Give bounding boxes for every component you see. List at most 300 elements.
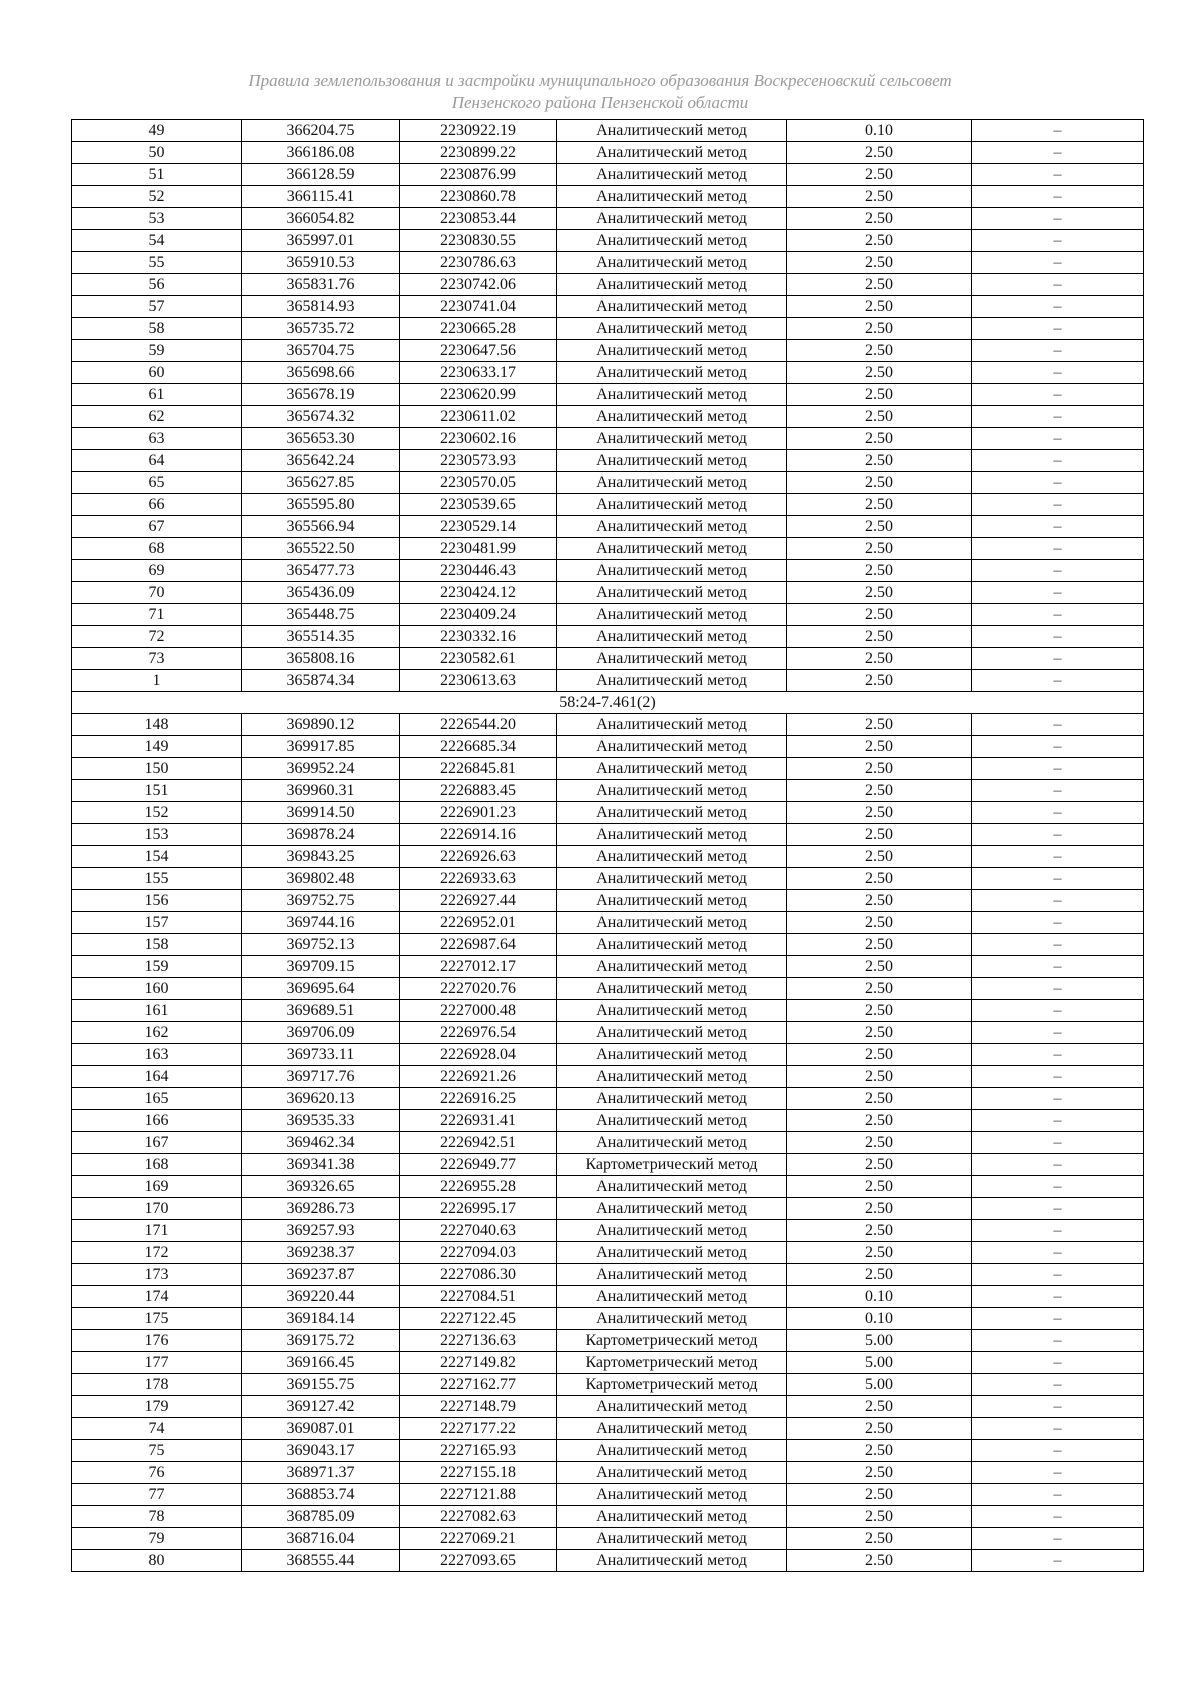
point-number-cell: 75 xyxy=(72,1440,242,1462)
description-cell: – xyxy=(972,890,1144,912)
point-number-cell: 158 xyxy=(72,934,242,956)
table-row xyxy=(72,494,1144,516)
description-cell: – xyxy=(972,208,1144,230)
method-cell: Аналитический метод xyxy=(557,582,787,604)
point-number-cell: 52 xyxy=(72,186,242,208)
table-row xyxy=(72,1396,1144,1418)
point-number-cell: 161 xyxy=(72,1000,242,1022)
method-cell: Аналитический метод xyxy=(557,626,787,648)
accuracy-cell: 2.50 xyxy=(787,1418,972,1440)
y-coordinate-cell: 2227012.17 xyxy=(400,956,557,978)
x-coordinate-cell: 369733.11 xyxy=(242,1044,400,1066)
point-number-cell: 154 xyxy=(72,846,242,868)
point-number-cell: 169 xyxy=(72,1176,242,1198)
y-coordinate-cell: 2227040.63 xyxy=(400,1220,557,1242)
y-coordinate-cell: 2226685.34 xyxy=(400,736,557,758)
accuracy-cell: 2.50 xyxy=(787,450,972,472)
accuracy-cell: 2.50 xyxy=(787,1132,972,1154)
point-number-cell: 56 xyxy=(72,274,242,296)
y-coordinate-cell: 2226952.01 xyxy=(400,912,557,934)
point-number-cell: 54 xyxy=(72,230,242,252)
x-coordinate-cell: 366128.59 xyxy=(242,164,400,186)
section-row xyxy=(72,692,1144,714)
description-cell: – xyxy=(972,1000,1144,1022)
method-cell: Аналитический метод xyxy=(557,142,787,164)
accuracy-cell: 2.50 xyxy=(787,296,972,318)
y-coordinate-cell: 2227165.93 xyxy=(400,1440,557,1462)
method-cell: Аналитический метод xyxy=(557,1066,787,1088)
description-cell: – xyxy=(972,868,1144,890)
description-cell: – xyxy=(972,824,1144,846)
y-coordinate-cell: 2230876.99 xyxy=(400,164,557,186)
page-header xyxy=(0,70,1200,114)
point-number-cell: 150 xyxy=(72,758,242,780)
table-row xyxy=(72,1308,1144,1330)
y-coordinate-cell: 2227084.51 xyxy=(400,1286,557,1308)
accuracy-cell: 2.50 xyxy=(787,912,972,934)
description-cell: – xyxy=(972,120,1144,142)
point-number-cell: 59 xyxy=(72,340,242,362)
method-cell: Аналитический метод xyxy=(557,406,787,428)
coordinates-table-body xyxy=(72,120,1144,1572)
x-coordinate-cell: 365595.80 xyxy=(242,494,400,516)
description-cell: – xyxy=(972,230,1144,252)
method-cell: Аналитический метод xyxy=(557,384,787,406)
accuracy-cell: 2.50 xyxy=(787,560,972,582)
x-coordinate-cell: 365522.50 xyxy=(242,538,400,560)
point-number-cell: 153 xyxy=(72,824,242,846)
table-row xyxy=(72,450,1144,472)
table-row xyxy=(72,670,1144,692)
table-row xyxy=(72,318,1144,340)
point-number-cell: 152 xyxy=(72,802,242,824)
accuracy-cell: 2.50 xyxy=(787,780,972,802)
table-row xyxy=(72,714,1144,736)
point-number-cell: 149 xyxy=(72,736,242,758)
point-number-cell: 77 xyxy=(72,1484,242,1506)
method-cell: Картометрический метод xyxy=(557,1154,787,1176)
coordinates-table xyxy=(71,119,1144,1572)
point-number-cell: 157 xyxy=(72,912,242,934)
accuracy-cell: 2.50 xyxy=(787,1110,972,1132)
method-cell: Аналитический метод xyxy=(557,208,787,230)
description-cell: – xyxy=(972,1220,1144,1242)
accuracy-cell: 2.50 xyxy=(787,1396,972,1418)
x-coordinate-cell: 368971.37 xyxy=(242,1462,400,1484)
y-coordinate-cell: 2230665.28 xyxy=(400,318,557,340)
description-cell: – xyxy=(972,1462,1144,1484)
point-number-cell: 66 xyxy=(72,494,242,516)
table-row xyxy=(72,1286,1144,1308)
table-row xyxy=(72,648,1144,670)
table-row xyxy=(72,868,1144,890)
point-number-cell: 60 xyxy=(72,362,242,384)
description-cell: – xyxy=(972,1110,1144,1132)
method-cell: Аналитический метод xyxy=(557,1418,787,1440)
method-cell: Аналитический метод xyxy=(557,868,787,890)
y-coordinate-cell: 2227155.18 xyxy=(400,1462,557,1484)
description-cell: – xyxy=(972,978,1144,1000)
method-cell: Аналитический метод xyxy=(557,362,787,384)
table-row xyxy=(72,120,1144,142)
point-number-cell: 170 xyxy=(72,1198,242,1220)
method-cell: Аналитический метод xyxy=(557,1242,787,1264)
method-cell: Аналитический метод xyxy=(557,296,787,318)
accuracy-cell: 2.50 xyxy=(787,1242,972,1264)
x-coordinate-cell: 369127.42 xyxy=(242,1396,400,1418)
table-row xyxy=(72,1154,1144,1176)
description-cell: – xyxy=(972,340,1144,362)
y-coordinate-cell: 2226995.17 xyxy=(400,1198,557,1220)
accuracy-cell: 2.50 xyxy=(787,1550,972,1572)
accuracy-cell: 5.00 xyxy=(787,1330,972,1352)
point-number-cell: 57 xyxy=(72,296,242,318)
table-row xyxy=(72,934,1144,956)
method-cell: Аналитический метод xyxy=(557,340,787,362)
table-row xyxy=(72,956,1144,978)
table-row xyxy=(72,890,1144,912)
accuracy-cell: 2.50 xyxy=(787,1264,972,1286)
description-cell: – xyxy=(972,1330,1144,1352)
method-cell: Аналитический метод xyxy=(557,956,787,978)
method-cell: Аналитический метод xyxy=(557,428,787,450)
method-cell: Аналитический метод xyxy=(557,1088,787,1110)
x-coordinate-cell: 369752.75 xyxy=(242,890,400,912)
method-cell: Аналитический метод xyxy=(557,120,787,142)
x-coordinate-cell: 369175.72 xyxy=(242,1330,400,1352)
accuracy-cell: 2.50 xyxy=(787,384,972,406)
table-row xyxy=(72,978,1144,1000)
point-number-cell: 69 xyxy=(72,560,242,582)
table-row xyxy=(72,340,1144,362)
accuracy-cell: 2.50 xyxy=(787,494,972,516)
x-coordinate-cell: 365704.75 xyxy=(242,340,400,362)
x-coordinate-cell: 365874.34 xyxy=(242,670,400,692)
description-cell: – xyxy=(972,1352,1144,1374)
description-cell: – xyxy=(972,1396,1144,1418)
y-coordinate-cell: 2230332.16 xyxy=(400,626,557,648)
method-cell: Аналитический метод xyxy=(557,538,787,560)
accuracy-cell: 2.50 xyxy=(787,1066,972,1088)
accuracy-cell: 2.50 xyxy=(787,230,972,252)
description-cell: – xyxy=(972,1044,1144,1066)
accuracy-cell: 2.50 xyxy=(787,1176,972,1198)
point-number-cell: 71 xyxy=(72,604,242,626)
point-number-cell: 162 xyxy=(72,1022,242,1044)
accuracy-cell: 2.50 xyxy=(787,714,972,736)
y-coordinate-cell: 2226931.41 xyxy=(400,1110,557,1132)
method-cell: Картометрический метод xyxy=(557,1330,787,1352)
accuracy-cell: 2.50 xyxy=(787,274,972,296)
y-coordinate-cell: 2230853.44 xyxy=(400,208,557,230)
method-cell: Аналитический метод xyxy=(557,164,787,186)
table-row xyxy=(72,1374,1144,1396)
description-cell: – xyxy=(972,1440,1144,1462)
description-cell: – xyxy=(972,560,1144,582)
method-cell: Аналитический метод xyxy=(557,230,787,252)
accuracy-cell: 2.50 xyxy=(787,1000,972,1022)
y-coordinate-cell: 2226883.45 xyxy=(400,780,557,802)
table-row xyxy=(72,186,1144,208)
method-cell: Аналитический метод xyxy=(557,1000,787,1022)
method-cell: Аналитический метод xyxy=(557,670,787,692)
y-coordinate-cell: 2230742.06 xyxy=(400,274,557,296)
method-cell: Аналитический метод xyxy=(557,472,787,494)
x-coordinate-cell: 368555.44 xyxy=(242,1550,400,1572)
x-coordinate-cell: 369706.09 xyxy=(242,1022,400,1044)
method-cell: Аналитический метод xyxy=(557,736,787,758)
x-coordinate-cell: 368785.09 xyxy=(242,1506,400,1528)
table-row xyxy=(72,626,1144,648)
y-coordinate-cell: 2227020.76 xyxy=(400,978,557,1000)
accuracy-cell: 2.50 xyxy=(787,1088,972,1110)
x-coordinate-cell: 365448.75 xyxy=(242,604,400,626)
y-coordinate-cell: 2226845.81 xyxy=(400,758,557,780)
y-coordinate-cell: 2230647.56 xyxy=(400,340,557,362)
accuracy-cell: 2.50 xyxy=(787,340,972,362)
point-number-cell: 65 xyxy=(72,472,242,494)
y-coordinate-cell: 2226901.23 xyxy=(400,802,557,824)
accuracy-cell: 0.10 xyxy=(787,1286,972,1308)
x-coordinate-cell: 365674.32 xyxy=(242,406,400,428)
method-cell: Аналитический метод xyxy=(557,890,787,912)
point-number-cell: 70 xyxy=(72,582,242,604)
accuracy-cell: 2.50 xyxy=(787,736,972,758)
point-number-cell: 160 xyxy=(72,978,242,1000)
description-cell: – xyxy=(972,802,1144,824)
method-cell: Аналитический метод xyxy=(557,1506,787,1528)
table-row xyxy=(72,538,1144,560)
table-row xyxy=(72,1242,1144,1264)
accuracy-cell: 2.50 xyxy=(787,1154,972,1176)
table-row xyxy=(72,208,1144,230)
table-row xyxy=(72,824,1144,846)
accuracy-cell: 2.50 xyxy=(787,362,972,384)
x-coordinate-cell: 365910.53 xyxy=(242,252,400,274)
x-coordinate-cell: 369960.31 xyxy=(242,780,400,802)
point-number-cell: 175 xyxy=(72,1308,242,1330)
y-coordinate-cell: 2227093.65 xyxy=(400,1550,557,1572)
description-cell: – xyxy=(972,142,1144,164)
y-coordinate-cell: 2227121.88 xyxy=(400,1484,557,1506)
y-coordinate-cell: 2227136.63 xyxy=(400,1330,557,1352)
table-row xyxy=(72,1484,1144,1506)
table-row xyxy=(72,1132,1144,1154)
x-coordinate-cell: 365566.94 xyxy=(242,516,400,538)
table-row xyxy=(72,252,1144,274)
x-coordinate-cell: 369184.14 xyxy=(242,1308,400,1330)
y-coordinate-cell: 2226928.04 xyxy=(400,1044,557,1066)
y-coordinate-cell: 2230633.17 xyxy=(400,362,557,384)
accuracy-cell: 5.00 xyxy=(787,1352,972,1374)
accuracy-cell: 2.50 xyxy=(787,1484,972,1506)
method-cell: Аналитический метод xyxy=(557,274,787,296)
description-cell: – xyxy=(972,582,1144,604)
y-coordinate-cell: 2230539.65 xyxy=(400,494,557,516)
y-coordinate-cell: 2226914.16 xyxy=(400,824,557,846)
point-number-cell: 165 xyxy=(72,1088,242,1110)
table-row xyxy=(72,1022,1144,1044)
point-number-cell: 73 xyxy=(72,648,242,670)
method-cell: Аналитический метод xyxy=(557,1462,787,1484)
point-number-cell: 159 xyxy=(72,956,242,978)
point-number-cell: 49 xyxy=(72,120,242,142)
y-coordinate-cell: 2227122.45 xyxy=(400,1308,557,1330)
description-cell: – xyxy=(972,538,1144,560)
table-row xyxy=(72,1044,1144,1066)
section-title-cell: 58:24-7.461(2) xyxy=(72,692,1144,714)
x-coordinate-cell: 369689.51 xyxy=(242,1000,400,1022)
point-number-cell: 74 xyxy=(72,1418,242,1440)
table-row xyxy=(72,604,1144,626)
method-cell: Аналитический метод xyxy=(557,978,787,1000)
description-cell: – xyxy=(972,1132,1144,1154)
x-coordinate-cell: 369462.34 xyxy=(242,1132,400,1154)
accuracy-cell: 2.50 xyxy=(787,142,972,164)
description-cell: – xyxy=(972,516,1144,538)
x-coordinate-cell: 366186.08 xyxy=(242,142,400,164)
method-cell: Аналитический метод xyxy=(557,1176,787,1198)
description-cell: – xyxy=(972,1374,1144,1396)
y-coordinate-cell: 2227149.82 xyxy=(400,1352,557,1374)
description-cell: – xyxy=(972,1242,1144,1264)
y-coordinate-cell: 2226921.26 xyxy=(400,1066,557,1088)
description-cell: – xyxy=(972,626,1144,648)
table-row xyxy=(72,1528,1144,1550)
table-row xyxy=(72,846,1144,868)
description-cell: – xyxy=(972,736,1144,758)
description-cell: – xyxy=(972,1264,1144,1286)
y-coordinate-cell: 2227086.30 xyxy=(400,1264,557,1286)
description-cell: – xyxy=(972,1528,1144,1550)
point-number-cell: 61 xyxy=(72,384,242,406)
description-cell: – xyxy=(972,274,1144,296)
x-coordinate-cell: 369341.38 xyxy=(242,1154,400,1176)
accuracy-cell: 2.50 xyxy=(787,846,972,868)
accuracy-cell: 0.10 xyxy=(787,120,972,142)
description-cell: – xyxy=(972,164,1144,186)
description-cell: – xyxy=(972,450,1144,472)
point-number-cell: 64 xyxy=(72,450,242,472)
y-coordinate-cell: 2230620.99 xyxy=(400,384,557,406)
table-row xyxy=(72,1352,1144,1374)
method-cell: Аналитический метод xyxy=(557,1484,787,1506)
table-row xyxy=(72,560,1144,582)
x-coordinate-cell: 369155.75 xyxy=(242,1374,400,1396)
y-coordinate-cell: 2230786.63 xyxy=(400,252,557,274)
method-cell: Аналитический метод xyxy=(557,714,787,736)
x-coordinate-cell: 365997.01 xyxy=(242,230,400,252)
accuracy-cell: 2.50 xyxy=(787,670,972,692)
y-coordinate-cell: 2227069.21 xyxy=(400,1528,557,1550)
y-coordinate-cell: 2230582.61 xyxy=(400,648,557,670)
table-row xyxy=(72,296,1144,318)
description-cell: – xyxy=(972,472,1144,494)
method-cell: Аналитический метод xyxy=(557,186,787,208)
table-row xyxy=(72,274,1144,296)
y-coordinate-cell: 2227148.79 xyxy=(400,1396,557,1418)
table-row xyxy=(72,780,1144,802)
x-coordinate-cell: 365735.72 xyxy=(242,318,400,340)
method-cell: Аналитический метод xyxy=(557,1264,787,1286)
x-coordinate-cell: 365808.16 xyxy=(242,648,400,670)
x-coordinate-cell: 365436.09 xyxy=(242,582,400,604)
y-coordinate-cell: 2226955.28 xyxy=(400,1176,557,1198)
description-cell: – xyxy=(972,934,1144,956)
method-cell: Аналитический метод xyxy=(557,494,787,516)
y-coordinate-cell: 2230573.93 xyxy=(400,450,557,472)
point-number-cell: 168 xyxy=(72,1154,242,1176)
x-coordinate-cell: 368853.74 xyxy=(242,1484,400,1506)
accuracy-cell: 2.50 xyxy=(787,1462,972,1484)
table-row xyxy=(72,1330,1144,1352)
point-number-cell: 174 xyxy=(72,1286,242,1308)
description-cell: – xyxy=(972,846,1144,868)
accuracy-cell: 2.50 xyxy=(787,1440,972,1462)
point-number-cell: 163 xyxy=(72,1044,242,1066)
x-coordinate-cell: 369752.13 xyxy=(242,934,400,956)
method-cell: Аналитический метод xyxy=(557,780,787,802)
accuracy-cell: 2.50 xyxy=(787,428,972,450)
y-coordinate-cell: 2226949.77 xyxy=(400,1154,557,1176)
method-cell: Аналитический метод xyxy=(557,1308,787,1330)
y-coordinate-cell: 2230860.78 xyxy=(400,186,557,208)
table-row xyxy=(72,1110,1144,1132)
description-cell: – xyxy=(972,428,1144,450)
y-coordinate-cell: 2230409.24 xyxy=(400,604,557,626)
point-number-cell: 50 xyxy=(72,142,242,164)
y-coordinate-cell: 2226976.54 xyxy=(400,1022,557,1044)
y-coordinate-cell: 2230570.05 xyxy=(400,472,557,494)
accuracy-cell: 2.50 xyxy=(787,1506,972,1528)
point-number-cell: 156 xyxy=(72,890,242,912)
description-cell: – xyxy=(972,406,1144,428)
description-cell: – xyxy=(972,1154,1144,1176)
x-coordinate-cell: 365642.24 xyxy=(242,450,400,472)
accuracy-cell: 2.50 xyxy=(787,1220,972,1242)
x-coordinate-cell: 369238.37 xyxy=(242,1242,400,1264)
x-coordinate-cell: 369535.33 xyxy=(242,1110,400,1132)
table-row xyxy=(72,1418,1144,1440)
x-coordinate-cell: 369695.64 xyxy=(242,978,400,1000)
description-cell: – xyxy=(972,1286,1144,1308)
description-cell: – xyxy=(972,1088,1144,1110)
method-cell: Аналитический метод xyxy=(557,1286,787,1308)
method-cell: Аналитический метод xyxy=(557,1220,787,1242)
table-row xyxy=(72,384,1144,406)
x-coordinate-cell: 369802.48 xyxy=(242,868,400,890)
method-cell: Картометрический метод xyxy=(557,1352,787,1374)
accuracy-cell: 2.50 xyxy=(787,1044,972,1066)
method-cell: Аналитический метод xyxy=(557,758,787,780)
accuracy-cell: 2.50 xyxy=(787,934,972,956)
table-row xyxy=(72,912,1144,934)
point-number-cell: 166 xyxy=(72,1110,242,1132)
table-row xyxy=(72,516,1144,538)
method-cell: Аналитический метод xyxy=(557,1528,787,1550)
x-coordinate-cell: 365653.30 xyxy=(242,428,400,450)
table-row xyxy=(72,802,1144,824)
table-row xyxy=(72,1440,1144,1462)
method-cell: Аналитический метод xyxy=(557,450,787,472)
method-cell: Аналитический метод xyxy=(557,560,787,582)
accuracy-cell: 2.50 xyxy=(787,824,972,846)
description-cell: – xyxy=(972,1198,1144,1220)
accuracy-cell: 2.50 xyxy=(787,978,972,1000)
description-cell: – xyxy=(972,1308,1144,1330)
accuracy-cell: 2.50 xyxy=(787,516,972,538)
coordinates-table-wrapper xyxy=(71,119,1143,1572)
